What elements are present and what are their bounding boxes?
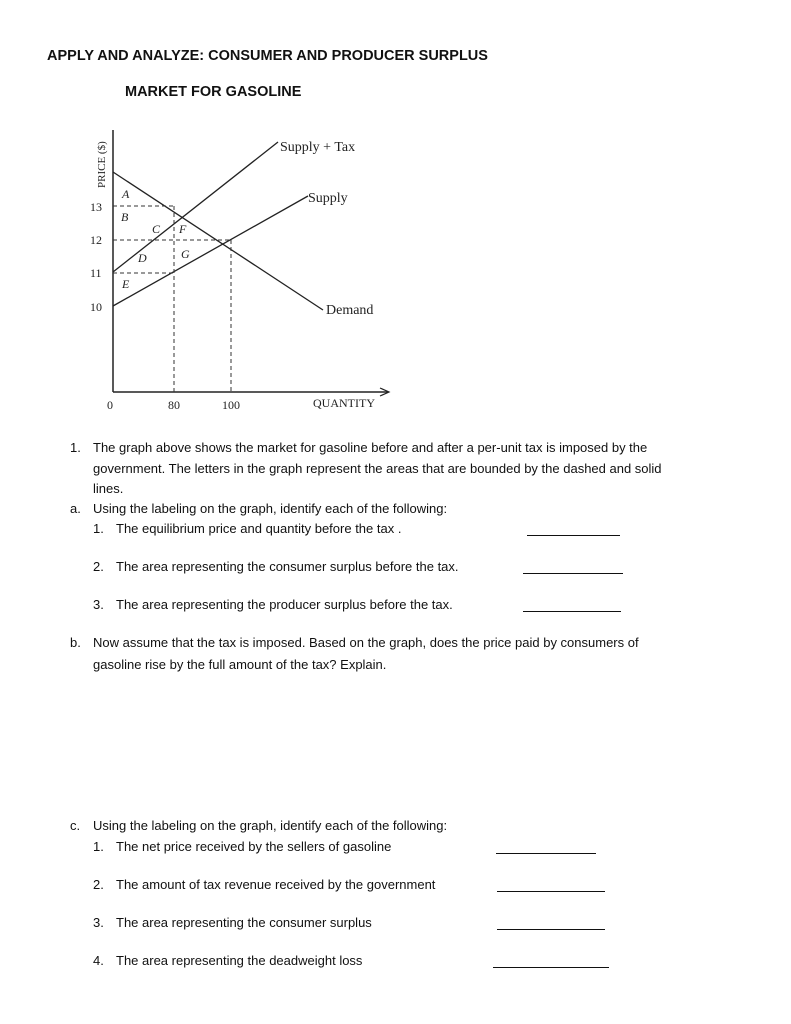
c-item-2-text: The amount of tax revenue received by the government <box>116 877 436 892</box>
q1-text-line3: lines. <box>93 481 124 496</box>
part-a-letter: a. <box>70 501 81 516</box>
area-g: G <box>181 247 190 261</box>
area-e: E <box>122 277 130 291</box>
a-item-2-answer-blank[interactable] <box>523 573 623 574</box>
part-b-letter: b. <box>70 635 81 650</box>
label-supply-plus-tax: Supply + Tax <box>280 140 356 155</box>
a-item-2-text: The area representing the consumer surplus before the tax. <box>116 559 459 574</box>
part-b-text-line1: Now assume that the tax is imposed. Based on the graph, does the price paid by consumers of <box>93 635 639 650</box>
a-item-3-number: 3. <box>93 597 104 612</box>
x-tick-80: 80 <box>168 398 180 412</box>
c-item-1-answer-blank[interactable] <box>496 853 596 854</box>
a-item-1-number: 1. <box>93 521 104 536</box>
x-tick-100: 100 <box>222 398 240 412</box>
part-a-intro: Using the labeling on the graph, identify each of the following: <box>93 501 448 516</box>
y-tick-10: 10 <box>90 300 102 314</box>
c-item-3-answer-blank[interactable] <box>497 929 605 930</box>
area-b: B <box>121 210 129 224</box>
area-f: F <box>179 222 187 236</box>
a-item-1-answer-blank[interactable] <box>527 535 620 536</box>
y-tick-12: 12 <box>90 233 102 247</box>
part-c-intro: Using the labeling on the graph, identify each of the following: <box>93 818 448 833</box>
label-demand: Demand <box>326 303 374 318</box>
demand-line <box>113 172 323 310</box>
graph-title: MARKET FOR GASOLINE <box>125 84 302 100</box>
c-item-4-answer-blank[interactable] <box>493 967 609 968</box>
a-item-3-text: The area representing the producer surplus before the tax. <box>116 597 453 612</box>
part-c-letter: c. <box>70 818 81 833</box>
c-item-2-answer-blank[interactable] <box>497 891 605 892</box>
a-item-3-answer-blank[interactable] <box>523 611 621 612</box>
x-axis-label: QUANTITY <box>313 396 375 410</box>
part-b-text-line2: gasoline rise by the full amount of the tax? Explain. <box>93 657 387 672</box>
x-tick-0: 0 <box>107 398 113 412</box>
c-item-3-number: 3. <box>93 915 104 930</box>
area-d: D <box>138 251 147 265</box>
c-item-3-text: The area representing the consumer surplus <box>116 915 372 930</box>
label-supply: Supply <box>308 191 348 206</box>
a-item-2-number: 2. <box>93 559 104 574</box>
area-a: A <box>122 187 130 201</box>
q1-number: 1. <box>70 440 81 455</box>
q1-text-line2: government. The letters in the graph represent the areas that are bounded by the dashed and solid <box>93 461 662 476</box>
y-tick-11: 11 <box>90 266 102 280</box>
c-item-1-text: The net price received by the sellers of gasoline <box>116 839 392 854</box>
c-item-4-number: 4. <box>93 953 104 968</box>
a-item-1-text: The equilibrium price and quantity before the tax . <box>116 521 402 536</box>
page-title: APPLY AND ANALYZE: CONSUMER AND PRODUCER SURPLUS <box>47 48 488 64</box>
q1-text-line1: The graph above shows the market for gasoline before and after a per-unit tax is imposed by the <box>93 440 648 455</box>
c-item-1-number: 1. <box>93 839 104 854</box>
supply-demand-graph <box>80 120 400 420</box>
area-c: C <box>152 222 161 236</box>
y-tick-13: 13 <box>90 200 102 214</box>
c-item-2-number: 2. <box>93 877 104 892</box>
y-axis-label: PRICE ($) <box>96 141 108 188</box>
c-item-4-text: The area representing the deadweight loss <box>116 953 363 968</box>
